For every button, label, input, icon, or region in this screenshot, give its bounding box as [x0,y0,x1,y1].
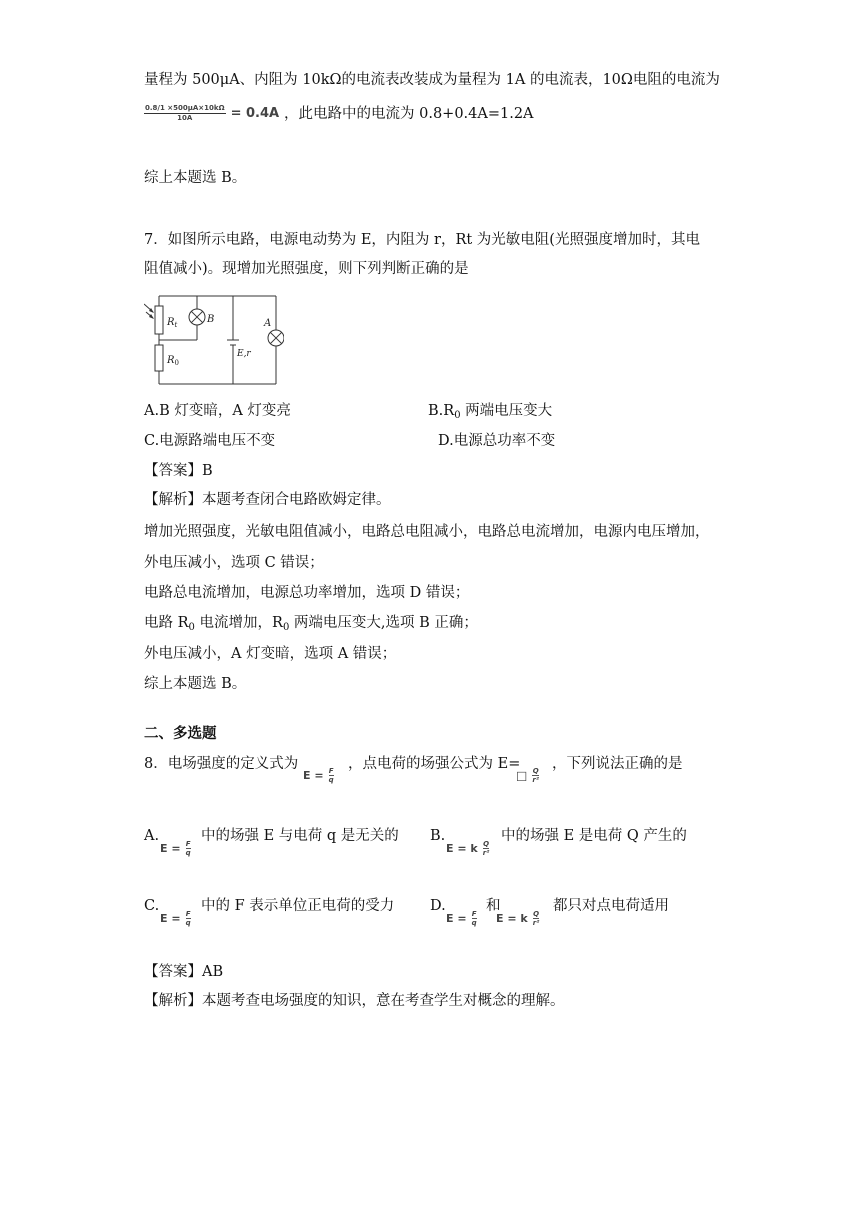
q7-explanation-2: 外电压减小，选项 C 错误； [144,555,324,571]
q8-option-d-label: D. [430,898,446,914]
q8-option-c-text: 中的 F 表示单位正电荷的受力 [201,898,395,914]
q7-option-a: A.B 灯变暗，A 灯变亮 [144,403,291,419]
q8-option-a-text: 中的场强 E 与电荷 q 是无关的 [201,828,399,844]
prev-formula-numerator: 0.8/1 ×500μA×10kΩ [145,104,225,112]
q7-stem-line2: 阻值减小)。现增加光照强度，则下列判断正确的是 [144,261,469,277]
prev-formula-fraction [144,104,226,123]
q8-option-d-formula-1: E = $\frac{F}{q}$ [446,910,477,927]
q8-option-b-text: 中的场强 E 是电荷 Q 产生的 [501,828,687,844]
q8-answer: 【答案】AB [144,964,224,980]
circuit-label-source: E,r [237,349,251,359]
q7-explanation-4: 电路 $R_0$ 电流增加，$R_0$ 两端电压变大,选项 B 正确； [144,615,478,633]
q7-analysis: 【解析】本题考查闭合电路欧姆定律。 [144,492,391,508]
q7-option-c: C.电源路端电压不变 [144,433,276,449]
q8-option-a-formula: E = $\frac{F}{q}$ [160,840,191,857]
q8-stem-pre: 8．电场强度的定义式为 [144,756,299,772]
circuit-label-a: A [264,318,272,329]
prev-line1: 量程为 500μA、内阻为 10kΩ的电流表改装成为量程为 1A 的电流表，10Ω电阻的电流为 [144,72,720,88]
q8-option-b-formula: E = k $\frac{Q}{\text{r²}}$ [446,840,490,857]
prev-formula [144,104,279,123]
q7-circuit-diagram [144,290,284,390]
q8-option-c-formula: E = $\frac{F}{q}$ [160,910,191,927]
q7-stem-line1: 7．如图所示电路，电源电动势为 E，内阻为 r，Rt 为光敏电阻(光照强度增加时，其电 [144,232,700,248]
prev-formula-denominator: 10A [177,114,193,122]
q7-conclusion: 综上本题选 B。 [144,676,247,692]
q8-option-d-text: 都只对点电荷适用 [553,898,669,914]
q8-option-a-label: A. [144,828,160,844]
q8-option-c-label: C. [144,898,160,914]
q8-analysis: 【解析】本题考查电场强度的知识，意在考查学生对概念的理解。 [144,993,565,1009]
q7-explanation-5: 外电压减小，A 灯变暗，选项 A 错误； [144,646,397,662]
q7-option-b: $B.R_0$ 两端电压变大 [428,403,553,421]
circuit-label-rt: $R_t$ [167,317,178,329]
q7-option-d: D.电源总功率不变 [438,433,556,449]
q8-option-d-mid: 和 [486,898,501,914]
section-title: 二、多选题 [144,726,217,742]
q8-option-b-label: B. [430,828,446,844]
q8-stem-formula-point: □ $\frac{Q}{\text{r²}}$ [516,767,539,784]
prev-formula-result: = 0.4A [230,106,280,121]
q7-explanation-3: 电路总电流增加，电源总功率增加，选项 D 错误； [144,585,470,601]
q8-stem-formula-e: E = $\frac{F}{q}$ [303,767,334,784]
circuit-label-b: B [207,314,215,325]
q8-stem-mid: ，点电荷的场强公式为 E= [348,756,521,772]
prev-conclusion: 综上本题选 B。 [144,170,247,186]
q8-option-d-formula-2: E = k $\frac{Q}{\text{r²}}$ [496,910,540,927]
q8-stem-post: ，下列说法正确的是 [552,756,683,772]
circuit-label-r0: $R_0$ [167,355,179,367]
prev-line2: ，此电路中的电流为 0.8+0.4A=1.2A [284,106,534,122]
q7-answer: 【答案】B [144,463,213,479]
q7-explanation-1: 增加光照强度，光敏电阻值减小，电路总电阻减小，电路总电流增加，电源内电压增加， [144,524,710,540]
